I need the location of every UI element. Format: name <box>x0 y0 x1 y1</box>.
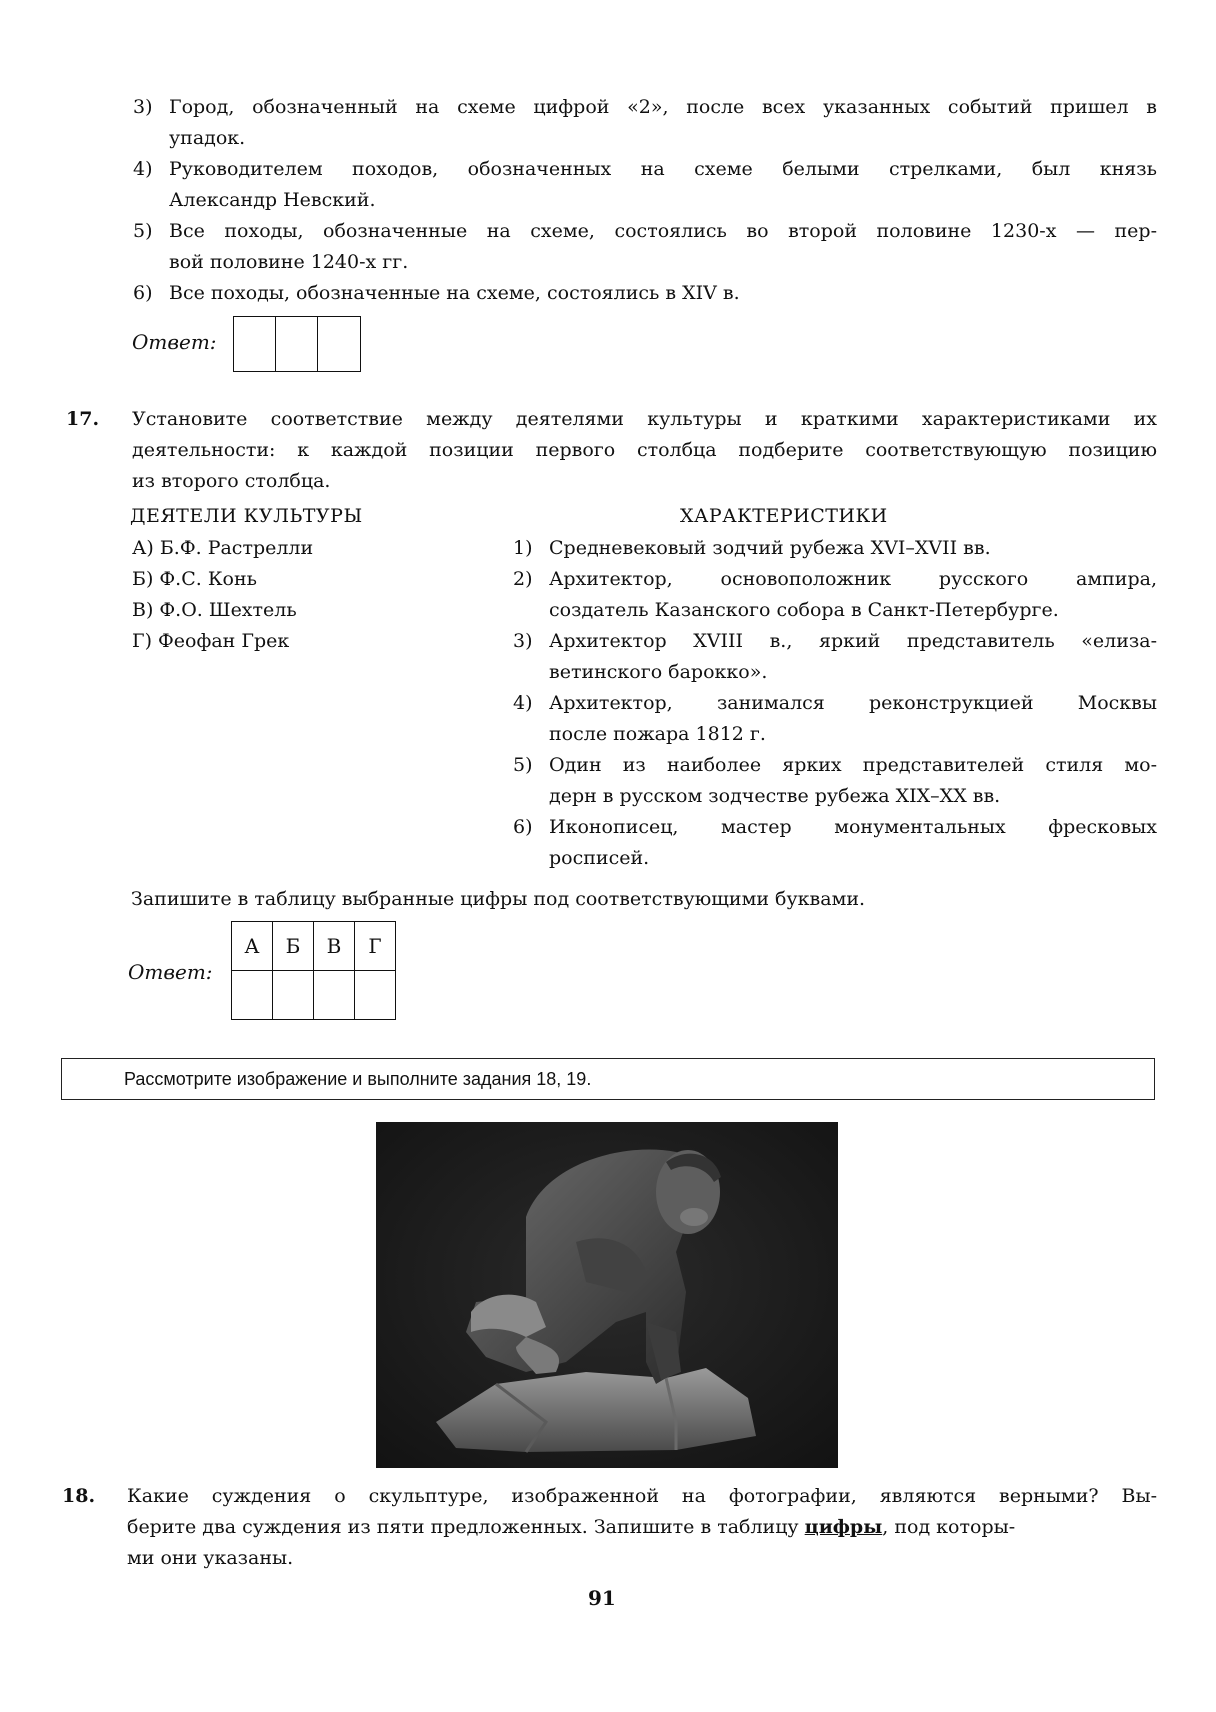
trait-6-line2: росписей. <box>549 847 650 869</box>
question-17-intro-line1: Установите соответствие между деятелями культуры и краткими характеристиками их <box>132 408 1157 430</box>
answer-grid-17 <box>231 921 396 1020</box>
option-5-text-line2: вой половине 1240-х гг. <box>169 251 409 273</box>
answer-label-17: Ответ: <box>128 960 213 984</box>
question-18-line3: ми они указаны. <box>127 1547 294 1569</box>
answer-cell[interactable] <box>318 317 360 371</box>
figure-item-c: В) Ф.О. Шехтель <box>132 599 297 621</box>
option-5-number: 5) <box>133 220 153 242</box>
question-18-line2 <box>127 1512 1015 1543</box>
grid-cell-c[interactable] <box>314 971 355 1020</box>
grid-header-d: Г <box>355 922 396 971</box>
trait-2-number: 2) <box>513 568 533 590</box>
trait-3-line2: ветинского барокко». <box>549 661 768 683</box>
left-column-heading: ДЕЯТЕЛИ КУЛЬТУРЫ <box>130 505 363 527</box>
option-4-text-line1: Руководителем походов, обозначенных на схеме белыми стрелками, был князь <box>169 158 1157 180</box>
trait-5-number: 5) <box>513 754 533 776</box>
option-3-number: 3) <box>133 96 153 118</box>
option-6-text: Все походы, обозначенные на схеме, состоялись в XIV в. <box>169 282 740 304</box>
emphasis-digits: цифры <box>804 1516 883 1538</box>
grid-cell-b[interactable] <box>273 971 314 1020</box>
trait-1-number: 1) <box>513 537 533 559</box>
trait-3-line1: Архитектор XVIII в., яркий представитель «елиза- <box>549 630 1157 652</box>
question-17-number: 17. <box>66 408 100 430</box>
question-18-line1: Какие суждения о скульптуре, изображенной на фотографии, являются верными? Вы- <box>127 1485 1157 1507</box>
question-18-line2-start: берите два суждения из пяти предложенных. Запишите в таблицу <box>127 1516 799 1538</box>
question-18-line2-end: , под которы- <box>882 1516 1016 1538</box>
trait-5-line2: дерн в русском зодчестве рубежа XIX–XX вв. <box>549 785 1001 807</box>
grid-cell-a[interactable] <box>232 971 273 1020</box>
page-number: 91 <box>588 1586 616 1610</box>
figure-item-a: А) Б.Ф. Растрелли <box>132 537 314 559</box>
question-17-intro-line3: из второго столбца. <box>132 470 331 492</box>
trait-4-number: 4) <box>513 692 533 714</box>
option-4-number: 4) <box>133 158 153 180</box>
instruction-text: Рассмотрите изображение и выполните задания 18, 19. <box>124 1069 592 1089</box>
option-5-text-line1: Все походы, обозначенные на схеме, состоялись во второй половине 1230-х — пер- <box>169 220 1157 242</box>
answer-cells-16[interactable] <box>233 316 361 372</box>
question-18-number: 18. <box>62 1485 96 1507</box>
answer-cell[interactable] <box>276 317 318 371</box>
trait-6-number: 6) <box>513 816 533 838</box>
trait-6-line1: Иконописец, мастер монументальных фресковых <box>549 816 1157 838</box>
trait-2-line1: Архитектор, основоположник русского ампира, <box>549 568 1157 590</box>
trait-2-line2: создатель Казанского собора в Санкт-Петербурге. <box>549 599 1059 621</box>
trait-1-line1: Средневековый зодчий рубежа XVI–XVII вв. <box>549 537 991 559</box>
grid-header-a: А <box>232 922 273 971</box>
option-4-text-line2: Александр Невский. <box>169 189 376 211</box>
answer-cell[interactable] <box>234 317 276 371</box>
sculpture-photo <box>376 1122 838 1468</box>
option-6-number: 6) <box>133 282 153 304</box>
trait-3-number: 3) <box>513 630 533 652</box>
question-17-intro-line2: деятельности: к каждой позиции первого столбца подберите соответствующую позицию <box>132 439 1157 461</box>
figure-item-b: Б) Ф.С. Конь <box>132 568 257 590</box>
trait-5-line1: Один из наиболее ярких представителей стиля мо- <box>549 754 1157 776</box>
table-instruction: Запишите в таблицу выбранные цифры под соответствующими буквами. <box>131 888 866 910</box>
instruction-box <box>61 1058 1155 1100</box>
figure-item-d: Г) Феофан Грек <box>132 630 290 652</box>
grid-header-c: В <box>314 922 355 971</box>
grid-cell-d[interactable] <box>355 971 396 1020</box>
trait-4-line2: после пожара 1812 г. <box>549 723 766 745</box>
right-column-heading: ХАРАКТЕРИСТИКИ <box>680 505 888 527</box>
trait-4-line1: Архитектор, занимался реконструкцией Москвы <box>549 692 1157 714</box>
answer-label-16: Ответ: <box>132 330 217 354</box>
option-3-text-line1: Город, обозначенный на схеме цифрой «2», после всех указанных событий пришел в <box>169 96 1157 118</box>
option-3-text-line2: упадок. <box>169 127 246 149</box>
grid-header-b: Б <box>273 922 314 971</box>
